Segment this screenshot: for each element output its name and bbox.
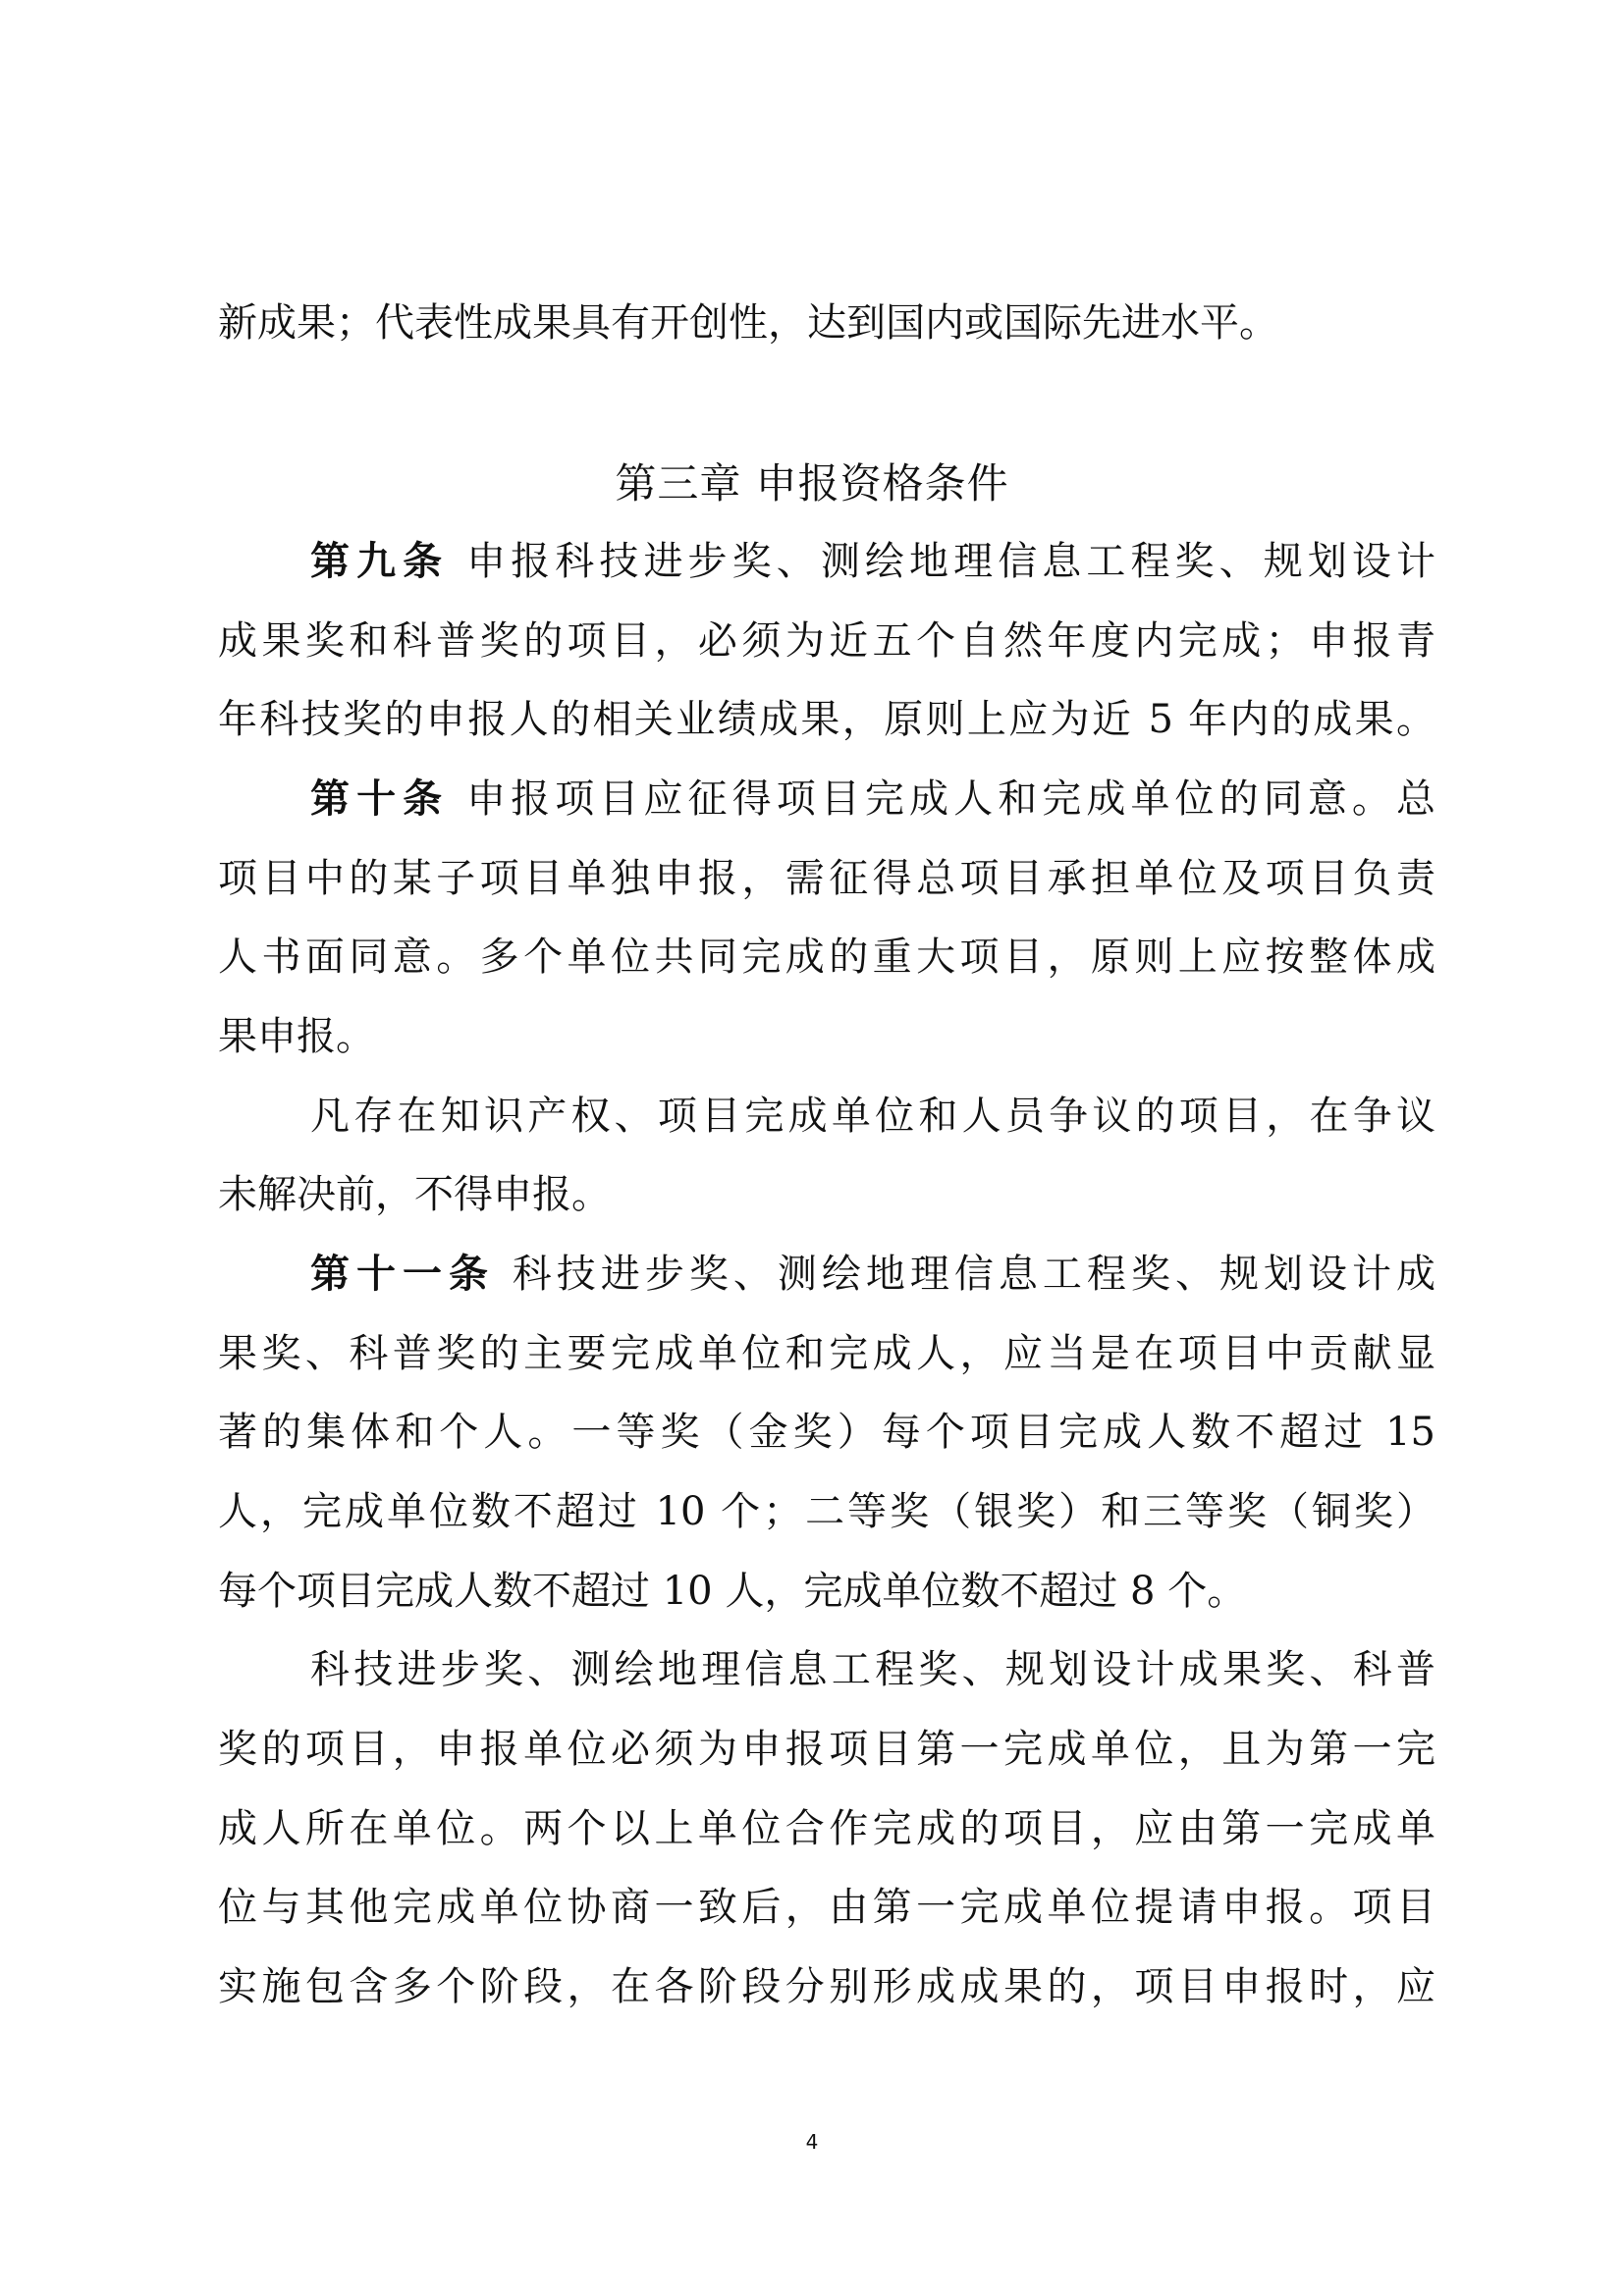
- text-line: 年科技奖的申报人的相关业绩成果，原则上应为近 5 年内的成果。: [218, 697, 1435, 742]
- text-line: 成果奖和科普奖的项目，必须为近五个自然年度内完成；申报青: [218, 618, 1435, 664]
- text-line: 成人所在单位。两个以上单位合作完成的项目，应由第一完成单: [218, 1806, 1435, 1851]
- text-line: 新成果；代表性成果具有开创性，达到国内或国际先进水平。: [218, 300, 1278, 346]
- article-text: 科技进步奖、测绘地理信息工程奖、规划设计成: [512, 1252, 1435, 1297]
- article-text: 申报项目应征得项目完成人和完成单位的同意。总: [466, 776, 1435, 822]
- text-line: 位与其他完成单位协商一致后，由第一完成单位提请申报。项目: [218, 1885, 1435, 1930]
- text-line: 果奖、科普奖的主要完成单位和完成人，应当是在项目中贡献显: [218, 1331, 1435, 1376]
- text-line: 项目中的某子项目单独申报，需征得总项目承担单位及项目负责: [218, 856, 1435, 901]
- article-label: 第十一条: [310, 1252, 496, 1297]
- text-line: 人，完成单位数不超过 10 个；二等奖（银奖）和三等奖（铜奖）: [218, 1489, 1435, 1534]
- text-line: [310, 531, 1435, 592]
- text-line: 果申报。: [218, 1014, 375, 1059]
- text-line: 凡存在知识产权、项目完成单位和人员争议的项目，在争议: [310, 1094, 1435, 1139]
- article-text: 申报科技进步奖、测绘地理信息工程奖、规划设计: [466, 539, 1435, 584]
- chapter-title: 第三章 申报资格条件: [615, 459, 1009, 507]
- text-line: [310, 1244, 1435, 1305]
- article-label: 第九条: [310, 539, 450, 584]
- text-line: 未解决前，不得申报。: [218, 1172, 611, 1217]
- text-line: 人书面同意。多个单位共同完成的重大项目，原则上应按整体成: [218, 934, 1435, 980]
- text-line: 实施包含多个阶段，在各阶段分别形成成果的，项目申报时，应: [218, 1964, 1435, 2009]
- text-line: 奖的项目，申报单位必须为申报项目第一完成单位，且为第一完: [218, 1727, 1435, 1772]
- text-line: 每个项目完成人数不超过 10 人，完成单位数不超过 8 个。: [218, 1569, 1247, 1614]
- text-line: 著的集体和个人。一等奖（金奖）每个项目完成人数不超过 15: [218, 1410, 1435, 1455]
- text-line: 科技进步奖、测绘地理信息工程奖、规划设计成果奖、科普: [310, 1647, 1435, 1692]
- article-label: 第十条: [310, 776, 450, 822]
- page-number: 4: [805, 2130, 819, 2154]
- text-line: [310, 769, 1435, 829]
